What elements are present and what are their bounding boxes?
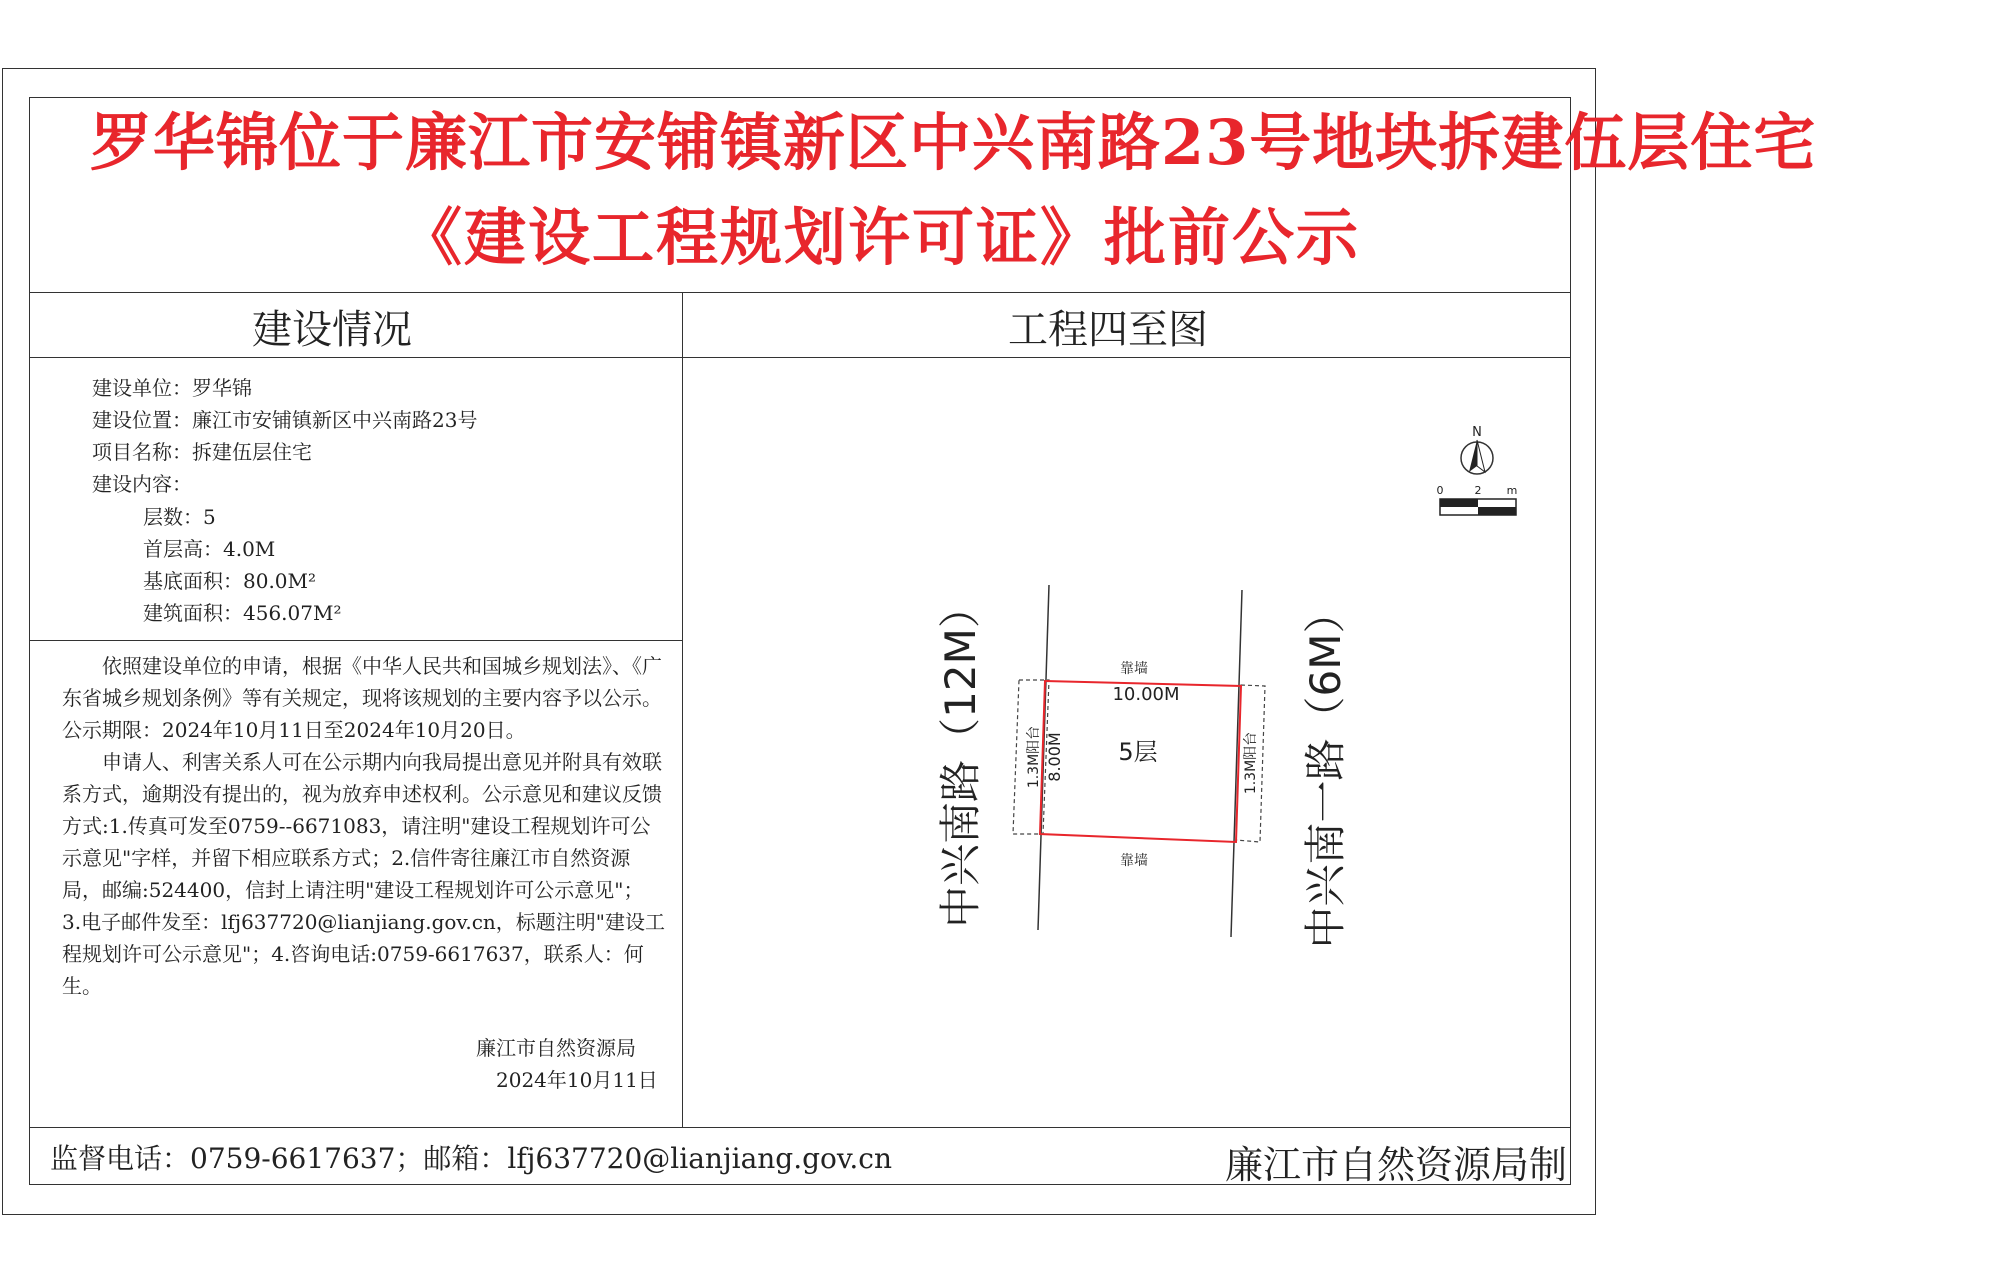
info-project: 项目名称：拆建伍层住宅 (92, 440, 312, 464)
signature-org: 廉江市自然资源局 (476, 1036, 636, 1060)
info-first-floor-height: 首层高：4.0M (143, 537, 276, 561)
construction-heading: 建设情况 (252, 307, 412, 353)
scale-bar-icon (1437, 484, 1518, 515)
notice-paragraph-2: 申请人、利害关系人可在公示期内向我局提出意见并附具有效联系方式，逾期没有提出的，视为放弃申述权利。公示意见和建议反馈方式:1.传真可发至0759--6671083，请注明"建设工程规划许可公示意见"字样，并留下相应联系方式；2.信件寄往廉江市自然资源局，邮编:524400，信封上请注明"建设工程规划许可公示意见"； 3.电子邮件发至：lfj637720@lianjiang.gov.cn，标题注明"建设工程规划许可公示意见"；4.咨询电话:0759-6617637，联系人：何生。 (62, 750, 665, 998)
title-line-1: 罗华锦位于廉江市安铺镇新区中兴南路23号地块拆建伍层住宅 (90, 106, 1817, 179)
signature-date: 2024年10月11日 (496, 1068, 658, 1092)
floors-label: 5层 (1118, 738, 1158, 766)
info-location: 建设位置：廉江市安铺镇新区中兴南路23号 (92, 408, 478, 432)
left-setback-label: 1.3M阳台 (1026, 725, 1042, 789)
notice-paragraph-1: 依照建设单位的申请，根据《中华人民共和国城乡规划法》、《广东省城乡规划条例》等有关规定，现将该规划的主要内容予以公示。公示期限：2024年10月11日至2024年10月20日。 (62, 654, 662, 742)
info-floors: 层数：5 (143, 505, 216, 529)
scale-label-0: 0 (1436, 484, 1444, 497)
depth-label: 8.00M (1045, 732, 1064, 782)
footer-contact: 监督电话：0759-6617637；邮箱：lfj637720@lianjiang.gov.cn (50, 1142, 893, 1175)
info-unit: 建设单位：罗华锦 (92, 376, 252, 400)
north-arrow-icon (1461, 425, 1493, 474)
info-content: 建设内容： (92, 472, 192, 496)
scale-label-m: m (1506, 484, 1518, 497)
info-floor-area: 建筑面积：456.07M² (143, 601, 342, 625)
road-line-right (1231, 590, 1242, 937)
footer-maker: 廉江市自然资源局制 (1225, 1143, 1568, 1187)
site-plan-heading: 工程四至图 (1008, 307, 1208, 353)
road-left-label: 中兴南路（12M） (936, 586, 985, 928)
title-line-2: 《建设工程规划许可证》批前公示 (400, 201, 1361, 274)
top-wall-label: 靠墙 (1120, 661, 1148, 677)
width-label: 10.00M (1112, 684, 1180, 705)
north-label: N (1472, 425, 1482, 440)
right-setback-label: 1.3M阳台 (1243, 731, 1259, 795)
scale-label-2: 2 (1474, 484, 1482, 497)
bottom-wall-label: 靠墙 (1120, 853, 1148, 869)
road-right-label: 中兴南一路（6M） (1301, 591, 1350, 949)
info-base-area: 基底面积：80.0M² (143, 569, 317, 593)
